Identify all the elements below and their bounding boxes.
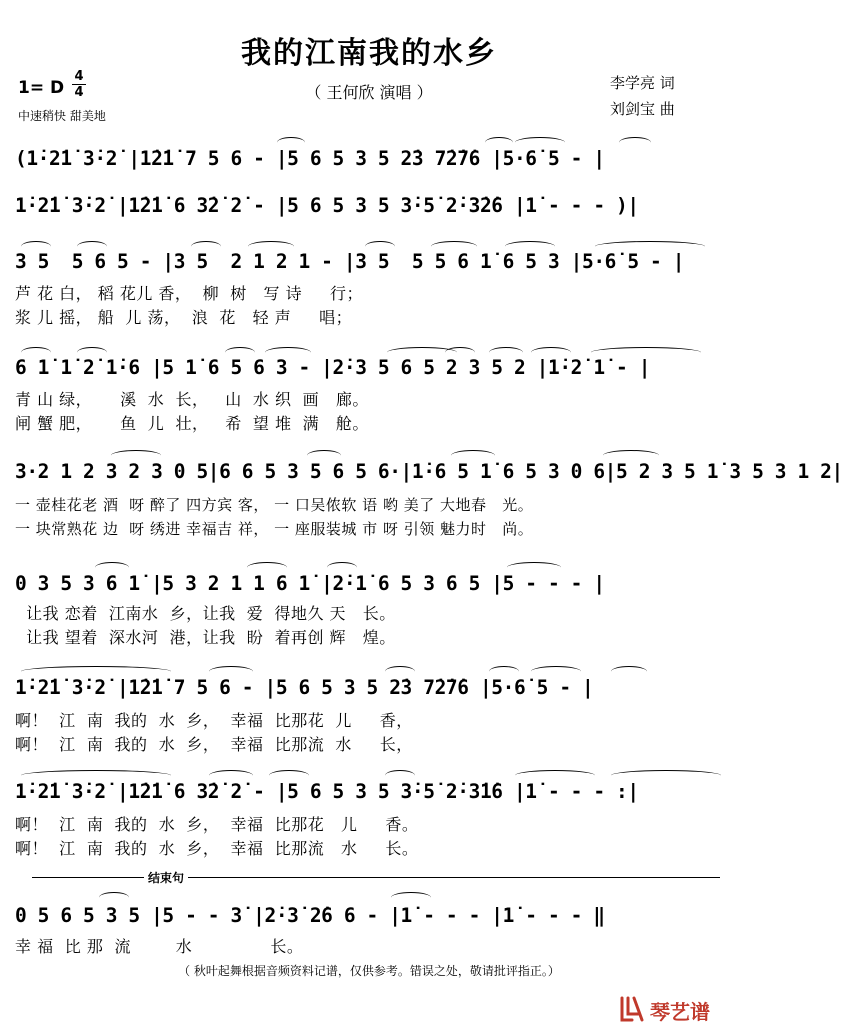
lyric-verse-2: 啊！ 江 南 我的 水 乡， 幸福 比那流 水 长。	[15, 839, 419, 858]
lyric-ending: 幸 福 比 那 流 水 长。	[15, 937, 304, 956]
lyricist: 李学亮 词	[610, 74, 675, 92]
singer-credit: （ 王何欣 演唱 ）	[305, 83, 433, 102]
time-signature-top: 4	[74, 69, 84, 84]
notation-system-4: 6 1̇ 1̇ 2̇ 1̇·6 |5 1̇ 6 5 6 3 - |2̇·3 5 6 5 2 3 5 2 |1̇·2̇ 1̇ - |	[15, 356, 651, 379]
time-signature-bottom: 4	[74, 85, 84, 100]
notation-system-6: 0 3 5 3 6 1̇ |5 3 2 1 1 6 1̇ |2̇·1̇ 6 5 3 6 5 |5 - - - |	[15, 572, 605, 595]
notation-system-5: 3·2 1 2 3 2 3 0 5|6 6 5 3 5 6 5 6·|1̇·6 5 1̇ 6 5 3 0 6|5 2 3 5 1̇ 3 5 3 1 2|	[15, 460, 843, 483]
lyric-verse-2: 一 块常熟花 边 呀 绣进 幸福吉 祥， 一 座服装城 市 呀 引领 魅力时 尚。	[15, 520, 534, 538]
composer: 刘剑宝 曲	[610, 100, 675, 118]
tempo-marking: 中速稍快 甜美地	[18, 109, 106, 123]
key-signature: 1= D	[18, 78, 65, 98]
lyric-verse-2: 闸 蟹 肥， 鱼 儿 壮， 希 望 堆 满 舱。	[15, 414, 369, 433]
lyric-verse-2: 啊！ 江 南 我的 水 乡， 幸福 比那流 水 长，	[15, 735, 413, 754]
song-title: 我的江南我的水乡	[241, 36, 497, 71]
credits	[610, 70, 675, 122]
lyric-verse-1: 芦 花 白， 稻 花儿 香， 柳 树 写 诗 行；	[15, 284, 364, 303]
notation-system-7: 1̇·2̇1̇ 3̇·2̇ |1̇2̇1̇ 7 5 6 - |5 6 5 3 5 2̇3 7̇2̇7̇6 |5·6̇ 5 - |	[15, 676, 594, 699]
ending-label: 结束句	[144, 869, 188, 886]
lyric-verse-1: 啊！ 江 南 我的 水 乡， 幸福 比那花 儿 香。	[15, 815, 419, 834]
notation-system-8: 1̇·2̇1̇ 3̇·2̇ |1̇2̇1̇ 6 3̇2̇ 2̇ - |5 6 5 3 5 3̇·5̇ 2̇·3̇1̇6 |1̇ - - - :|	[15, 780, 639, 803]
lyric-verse-1: 青 山 绿， 溪 水 长， 山 水 织 画 廊。	[15, 390, 369, 409]
logo-text: 琴艺谱	[650, 1000, 710, 1024]
lyric-verse-2: 让我 望着 深水河 港，让我 盼 着再创 辉 煌。	[15, 628, 396, 647]
notation-system-1: (1̇·2̇1̇ 3̇·2̇ |1̇2̇1̇ 7 5 6 - |5 6 5 3 5 2̇3 7̇2̇7̇6 |5·6̇ 5 - |	[15, 147, 605, 170]
notation-system-ending: 0 5 6 5 3 5 |5 - - 3̇ |2̇·3̇ 2̇6 6 - |1̇ - - - |1̇ - - - ‖	[15, 904, 605, 927]
footnote: （ 秋叶起舞根据音频资料记谱，仅供参考。错误之处，敬请批评指正。）	[178, 964, 560, 978]
notation-system-2: 1̇·2̇1̇ 3̇·2̇ |1̇2̇1̇ 6 3̇2̇ 2̇ - |5 6 5 3 5 3̇·5̇ 2̇·3̇2̇6 |1̇ - - - )|	[15, 194, 639, 217]
logo-mark-icon	[618, 994, 646, 1024]
lyric-verse-1: 一 壶桂花老 酒 呀 醉了 四方宾 客， 一 口吴侬软 语 哟 美了 大地春 光。	[15, 496, 534, 514]
lyric-verse-1: 啊！ 江 南 我的 水 乡， 幸福 比那花 儿 香，	[15, 711, 413, 730]
notation-system-3: 3 5 5 6 5 - |3 5 2 1 2 1 - |3 5 5 5 6 1̇ 6 5 3 |5·6̇ 5 - |	[15, 250, 685, 273]
time-signature	[72, 70, 86, 99]
site-logo	[618, 992, 730, 1028]
lyric-verse-2: 浆 儿 摇， 船 儿 荡， 浪 花 轻 声 唱；	[15, 308, 353, 327]
ending-bracket	[32, 877, 720, 878]
lyric-verse-1: 让我 恋着 江南水 乡，让我 爱 得地久 天 长。	[15, 604, 396, 623]
